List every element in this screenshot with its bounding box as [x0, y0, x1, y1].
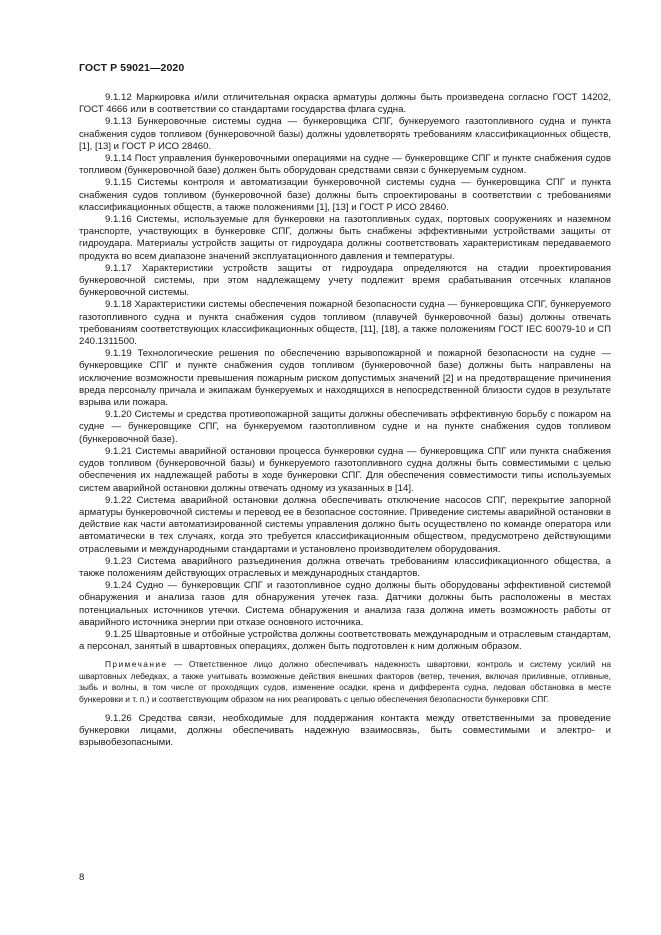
paragraph-9-1-17: 9.1.17 Характеристики устройств защиты от гидроудара определяются на стадии проектирования бункеровочной системы, при этом надлежащему учету подлежит время срабатывания отсечных клапанов бункеровочной системы.: [79, 262, 611, 299]
document-header: ГОСТ Р 59021—2020: [79, 62, 185, 74]
page-number: 8: [79, 872, 85, 883]
paragraph-9-1-24: 9.1.24 Судно — бункеровщик СПГ и газотопливное судно должны быть оборудованы эффективной системой обнаружения и анализа газов для обнаружения утечек газа. Датчики должны быть расположены в местах потенциальных источников утечки. Система обнаружения и анализа газа должна иметь возможность работы от аварийного источника энергии при отказе основного источника.: [79, 580, 611, 628]
note-label: Примечание: [105, 659, 168, 670]
paragraph-9-1-12: 9.1.12 Маркировка и/или отличительная окраска арматуры должны быть произведена согласно ГОСТ 14202, ГОСТ 4666 или в соответствии со стандартами государства флага судна.: [79, 92, 611, 116]
note-block: [79, 659, 611, 705]
paragraph-9-1-21: 9.1.21 Системы аварийной остановки процесса бункеровки судна — бункеровщика СПГ или пункта снабжения судов топливом (бункеровочной базы) и бункеруемого газотопливного судна должны быть совместимыми с целью обеспечения их надлежащей работы в ходе бункеровки СПГ. Для обеспечения совместимости типы используемых систем аварийной остановки должны отвечать одному из указанных в [14].: [79, 445, 611, 494]
paragraph-9-1-23: 9.1.23 Система аварийного разъединения должна отвечать требованиям классификационного общества, а также положениям действующих отраслевых и международных стандартов.: [79, 555, 611, 579]
paragraph-9-1-25: 9.1.25 Швартовные и отбойные устройства должны соответствовать международным и отраслевым стандартам, а персонал, занятый в швартовных операциях, должен быть подготовлен к ним должным образом.: [79, 628, 611, 653]
note-text: — Ответственное лицо должно обеспечивать надежность швартовки, контроль и систему усилий на швартовных лебедках, а также учитывать возможные действия внешних факторов (ветер, течения, включая приливные, отливные, зыбь и волны, в том числе от проходящих судов, изменение осадки, крена и дифферента судна, ледовая обстановка в месте бункеровки и т. п.) и соответствующим образом на них реагировать с целью обеспечения безопасности бункеровки СПГ.: [79, 659, 611, 704]
paragraph-9-1-18: 9.1.18 Характеристики системы обеспечения пожарной безопасности судна — бункеровщика СПГ, бункеруемого газотопливного судна и пункта снабжения судов топливом (плавучей бункеровочной базы) должны отвечать требованиям соответствующих классификационных обществ, [11], [18], а также положениям ГОСТ IEC 60079-10 и СП 240.1311500.: [79, 299, 611, 348]
paragraph-9-1-26: 9.1.26 Средства связи, необходимые для поддержания контакта между ответственными за проведение бункеровки лицами, должны обеспечивать надежную взаимосвязь, быть совместимыми и электро- и взрывобезопасными.: [79, 712, 611, 749]
paragraph-9-1-13: 9.1.13 Бункеровочные системы судна — бункеровщика СПГ, бункеруемого газотопливного судна и пункта снабжения судов топливом (бункеровочной базы) должны удовлетворять требованиям классификационных обществ, [1], [13] и ГОСТ Р ИСО 28460.: [79, 116, 611, 152]
paragraph-9-1-19: 9.1.19 Технологические решения по обеспечению взрывопожарной и пожарной безопасности на судне — бункеровщике СПГ и пункте снабжения судов топливом (бункеровочной базе) должны быть направлены на исключение возможности превышения пожарным риском допустимых значений [2] и на предотвращение причинения вреда персоналу причала и экипажам бункеруемых и находящихся в непосредственной близости судов в результате взрыва или пожара.: [79, 348, 611, 409]
paragraph-9-1-15: 9.1.15 Системы контроля и автоматизации бункеровочной системы судна — бункеровщика СПГ и пункта снабжения судов топливом (бункеровочной базе) должны быть спроектированы в соответствии с требованиями классификационных обществ, а также положениями [1], [13] и ГОСТ Р ИСО 28460.: [79, 177, 611, 213]
paragraph-9-1-16: 9.1.16 Системы, используемые для бункеровки на газотопливных судах, портовых сооружениях и наземном транспорте, участвующих в бункеровке СПГ, должны быть снабжены эффективными устройствами защиты от гидроудара. Материалы устройств защиты от гидроудара должны соответствовать характеристикам передаваемого продукта во всем диапазоне значений эксплуатационного давления и температуры.: [79, 214, 611, 262]
paragraph-9-1-14: 9.1.14 Пост управления бункеровочными операциями на судне — бункеровщике СПГ и пункте снабжения судов топливом (бункеровочной базе) должен быть оборудован средствами связи с бункеруемым судном.: [79, 153, 611, 177]
paragraph-9-1-20: 9.1.20 Системы и средства противопожарной защиты должны обеспечивать эффективную борьбу с пожаром на судне — бункеровщике СПГ, на бункеруемом газотопливном судне и на пункте снабжения судов топливом (бункеровочной базе).: [79, 409, 611, 445]
paragraph-9-1-22: 9.1.22 Система аварийной остановки должна обеспечивать отключение насосов СПГ, перекрытие запорной арматуры бункеровочной системы и перевод ее в безопасное состояние. Приведение системы аварийной остановки в действие как части автоматизированной системы управления должно быть осуществлено по команде оператора или автоматически в тех случаях, когда это требуется классификационным обществом, предусмотрено действующими отраслевыми и международными стандартами и установлено производителем оборудования.: [79, 494, 611, 555]
document-body: [79, 92, 611, 750]
